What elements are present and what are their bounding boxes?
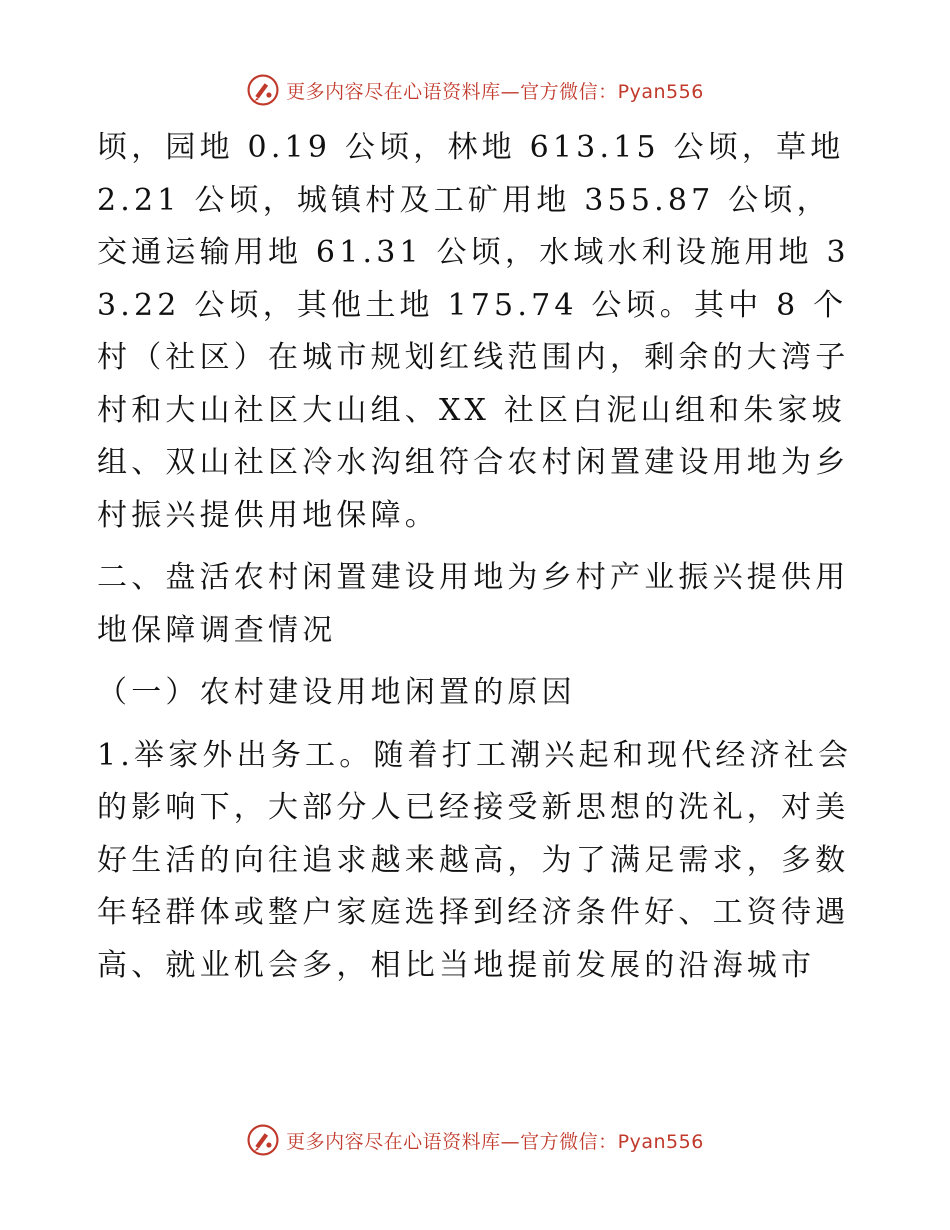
watermark-label: 更多内容尽在心语资料库—官方微信： [286,1130,618,1153]
document-body [97,122,857,992]
subsection-heading-1: （一）农村建设用地闲置的原因 [97,675,576,710]
section-heading-2: 二、盘活农村闲置建设用地为乡村产业振兴提供用地保障调查情况 [97,560,850,648]
book-logo-icon [246,1123,280,1157]
paragraph-land-statistics: 顷，园地 0.19 公顷，林地 613.15 公顷，草地 2.21 公顷，城镇村及工矿用地 355.87 公顷，交通运输用地 61.31 公顷，水域水利设施用地 33.22 公顷，其他土地 175.74 公顷。其中 8 个村（社区）在城市规划红线范围内，剩余的大湾子村和大山社区大山组、XX 社区白泥山组和朱家坡组、双山社区冷水沟组符合农村闲置建设用地为乡村振兴提供用地保障。 [97,130,850,533]
watermark-handle: Pyan556 [617,80,704,103]
watermark-handle: Pyan556 [617,1130,704,1153]
watermark-text [286,77,704,104]
paragraph-migration: 1.举家外出务工。随着打工潮兴起和现代经济社会的影响下，大部分人已经接受新思想的洗礼，对美好生活的向往追求越来越高，为了满足需求，多数年轻群体或整户家庭选择到经济条件好、工资待遇高、就业机会多，相比当地提前发展的沿海城市 [97,737,853,983]
watermark-label: 更多内容尽在心语资料库—官方微信： [286,80,618,103]
watermark-text [286,1127,704,1154]
watermark-footer [0,1120,950,1160]
book-logo-icon [246,73,280,107]
watermark-header [0,70,950,110]
